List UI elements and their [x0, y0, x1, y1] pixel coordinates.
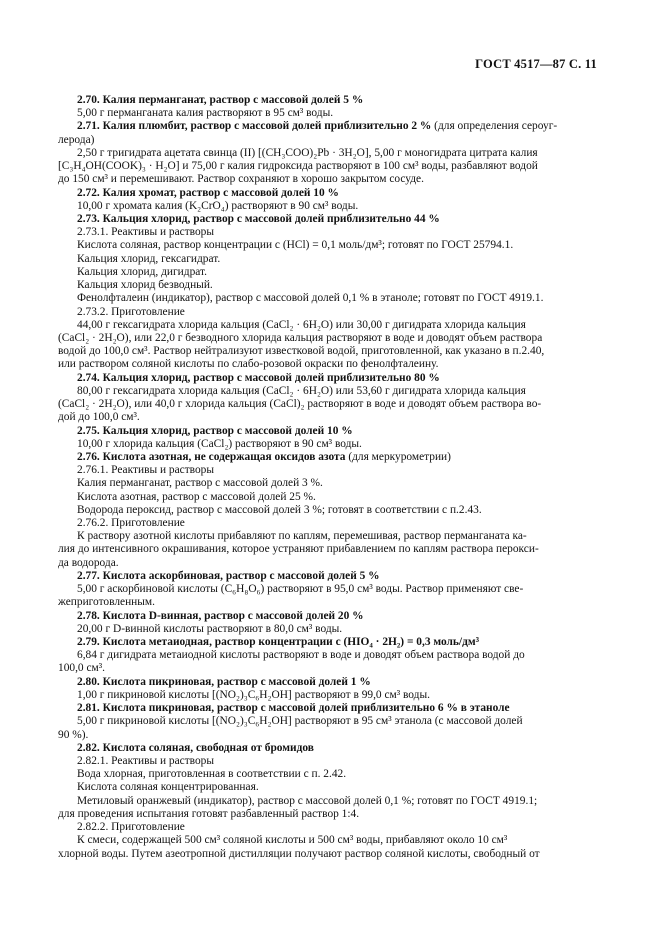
paragraph-line: 10,00 г хромата калия (K₂CrO₄) растворяют в 90 см³ воды. — [77, 199, 359, 212]
section-heading — [77, 372, 440, 385]
section-number: 2.70. — [77, 94, 100, 106]
continuation-line: лерода) — [58, 133, 95, 146]
continuation-line: да водорода. — [58, 556, 119, 569]
paragraph-line: 5,00 г перманганата калия растворяют в 95 см³ воды. — [77, 107, 334, 120]
paragraph-line: 44,00 г гексагидрата хлорида кальция (CaCl₂ · 6H₂O) или 30,00 г дигидрата хлорида кальция — [77, 318, 526, 331]
section-heading — [77, 676, 371, 689]
section-title: Кальция хлорид, раствор с массовой долей 10 % — [102, 424, 353, 437]
section-number: 2.81. — [77, 702, 100, 715]
section-number: 2.74. — [77, 371, 100, 384]
paragraph-line: Вода хлорная, приготовленная в соответствии с п. 2.42. — [77, 768, 347, 781]
section-title: Калия хромат, раствор с массовой долей 10 % — [102, 186, 339, 199]
continuation-line: жеприготовленным. — [58, 596, 155, 609]
paragraph-line: Метиловый оранжевый (индикатор), раствор с массовой долей 0,1 %; готовят по ГОСТ 4919.1; — [77, 794, 538, 807]
continuation-line: дой до 100,0 см³. — [58, 411, 140, 424]
section-number: 2.73. — [77, 212, 100, 225]
section-number: 2.82. — [77, 741, 100, 754]
section-title-note: (для меркурометрии) — [345, 450, 451, 463]
section-title: Кислота аскорбиновая, раствор с массовой долей 5 % — [102, 569, 380, 582]
paragraph-line: 5,00 г аскорбиновой кислоты (C₆H₈O₆) растворяют в 95,0 см³ воды. Раствор применяют све- — [77, 583, 524, 596]
section-number: 2.78. — [77, 609, 100, 622]
paragraph-line: Кальция хлорид, гексагидрат. — [77, 252, 221, 265]
paragraph-line: Кислота азотная, раствор с массовой долей 25 %. — [77, 490, 316, 503]
section-number: 2.71. — [77, 120, 100, 133]
section-heading — [77, 425, 353, 438]
section-title: Кислота пикриновая, раствор с массовой долей 1 % — [102, 675, 371, 688]
continuation-line: хлорной воды. Путем азеотропной дистилляции получают раствор соляной кислоты, свободный от — [58, 847, 540, 860]
paragraph-line: 2.73.1. Реактивы и растворы — [77, 226, 215, 239]
continuation-line: для проведения испытания готовят разбавленный раствор 1:4. — [58, 807, 360, 820]
continuation-line: [C₃H₄OH(COOK)₃ · H₂O] и 75,00 г калия гидроксида растворяют в 100 см³ воды, разбавляют водой — [58, 160, 538, 173]
section-heading — [77, 451, 451, 464]
paragraph-line: Кислота соляная, раствор концентрации c (HCl) = 0,1 моль/дм³; готовят по ГОСТ 25794.1. — [77, 239, 514, 252]
continuation-line: (CaCl₂ · 2H₂O), или 22,0 г безводного хлорида кальция растворяют в воде и доводят объем раствора — [58, 331, 543, 344]
section-title: Калия перманганат, раствор с массовой долей 5 % — [102, 94, 364, 106]
section-heading — [77, 213, 440, 226]
paragraph-line: 2,50 г тригидрата ацетата свинца (II) [(CH₃COO)₂Pb · 3H₂O], 5,00 г моногидрата цитрата калия — [77, 146, 538, 159]
paragraph-line: Калия перманганат, раствор с массовой долей 3 %. — [77, 477, 323, 490]
page-header: ГОСТ 4517—87 С. 11 — [475, 57, 597, 71]
section-title: Кислота D-винная, раствор с массовой долей 20 % — [102, 609, 364, 622]
paragraph-line: 6,84 г дигидрата метаиодной кислоты растворяют в воде и доводят объем раствора водой до — [77, 649, 525, 662]
section-heading — [77, 702, 510, 715]
section-heading — [77, 94, 363, 107]
section-heading — [77, 610, 364, 623]
section-title: Кальция хлорид, раствор с массовой долей приблизительно 80 % — [102, 371, 440, 384]
section-number: 2.76. — [77, 450, 100, 463]
section-number: 2.79. — [77, 636, 100, 649]
paragraph-line: Водорода пероксид, раствор с массовой долей 3 %; готовят в соответствии с п.2.43. — [77, 503, 482, 516]
section-number: 2.80. — [77, 675, 100, 688]
paragraph-line: Кальция хлорид, дигидрат. — [77, 265, 207, 278]
continuation-line: до 150 см³ и перемешивают. Раствор сохраняют в хорошо закрытом сосуде. — [58, 173, 424, 186]
section-title-note: (для определения сероуг- — [431, 120, 558, 133]
continuation-line: лия до интенсивного окрашивания, которое устраняют прибавлением по каплям раствора перокси- — [58, 543, 539, 556]
section-title: Кислота азотная, не содержащая оксидов азота — [102, 450, 346, 463]
continuation-line: 90 %). — [58, 728, 89, 741]
paragraph-line: Фенолфталеин (индикатор), раствор с массовой долей 0,1 % в этаноле; готовят по ГОСТ 4919.1. — [77, 292, 544, 305]
paragraph-line: 2.73.2. Приготовление — [77, 305, 185, 318]
continuation-line: (CaCl₂ · 2H₂O), или 40,0 г хлорида кальция (CaCl)₂ растворяют в воде и доводят объем раствора во- — [58, 398, 542, 411]
paragraph-line: 2.76.1. Реактивы и растворы — [77, 464, 215, 477]
paragraph-line: Кальция хлорид безводный. — [77, 279, 213, 292]
paragraph-line: К раствору азотной кислоты прибавляют по каплям, перемешивая, раствор перманганата ка- — [77, 530, 527, 543]
paragraph-line: 20,00 г D-винной кислоты растворяют в 80,0 см³ воды. — [77, 622, 343, 635]
paragraph-line: 2.82.2. Приготовление — [77, 821, 185, 834]
paragraph-line: 5,00 г пикриновой кислоты [(NO₂)₃C₆H₂OH] растворяют в 95 см³ этанола (с массовой долей — [77, 715, 523, 728]
paragraph-line: 80,00 г гексагидрата хлорида кальция (CaCl₂ · 6H₂O) или 53,60 г дигидрата хлорида кальция — [77, 384, 526, 397]
continuation-line: водой до 100,0 см³. Раствор нейтрализуют известковой водой, приготовленной, как указано в п.2.40, — [58, 345, 545, 358]
section-number: 2.72. — [77, 186, 100, 199]
section-heading — [77, 570, 380, 583]
section-title: Кислота метаиодная, раствор концентрации c (HIO₄ · 2H₂) = 0,3 моль/дм³ — [102, 636, 480, 649]
paragraph-line: 2.76.2. Приготовление — [77, 517, 185, 530]
continuation-line: 100,0 см³. — [58, 662, 106, 675]
paragraph-line: 2.82.1. Реактивы и растворы — [77, 755, 215, 767]
section-title: Кальция хлорид, раствор с массовой долей приблизительно 44 % — [102, 212, 440, 225]
continuation-line: или раствором соляной кислоты по слабо-розовой окраски по фенолфталеину. — [58, 358, 439, 371]
section-number: 2.77. — [77, 569, 100, 582]
paragraph-line: Кислота соляная концентрированная. — [77, 781, 259, 794]
section-title: Кислота соляная, свободная от бромидов — [102, 741, 314, 754]
section-number: 2.75. — [77, 424, 100, 437]
paragraph-line: К смеси, содержащей 500 см³ соляной кислоты и 500 см³ воды, прибавляют около 10 см³ — [77, 834, 508, 847]
paragraph-line: 1,00 г пикриновой кислоты [(NO₂)₃C₆H₂OH] растворяют в 99,0 см³ воды. — [77, 688, 430, 701]
section-heading — [77, 742, 314, 755]
section-heading — [77, 636, 479, 649]
section-title: Калия плюмбит, раствор с массовой долей приблизительно 2 % — [102, 120, 432, 133]
section-heading — [77, 120, 557, 133]
section-title: Кислота пикриновая, раствор с массовой долей приблизительно 6 % в этаноле — [102, 702, 510, 715]
paragraph-line: 10,00 г хлорида кальция (CaCl₂) растворяют в 90 см³ воды. — [77, 437, 362, 450]
section-heading — [77, 187, 339, 200]
